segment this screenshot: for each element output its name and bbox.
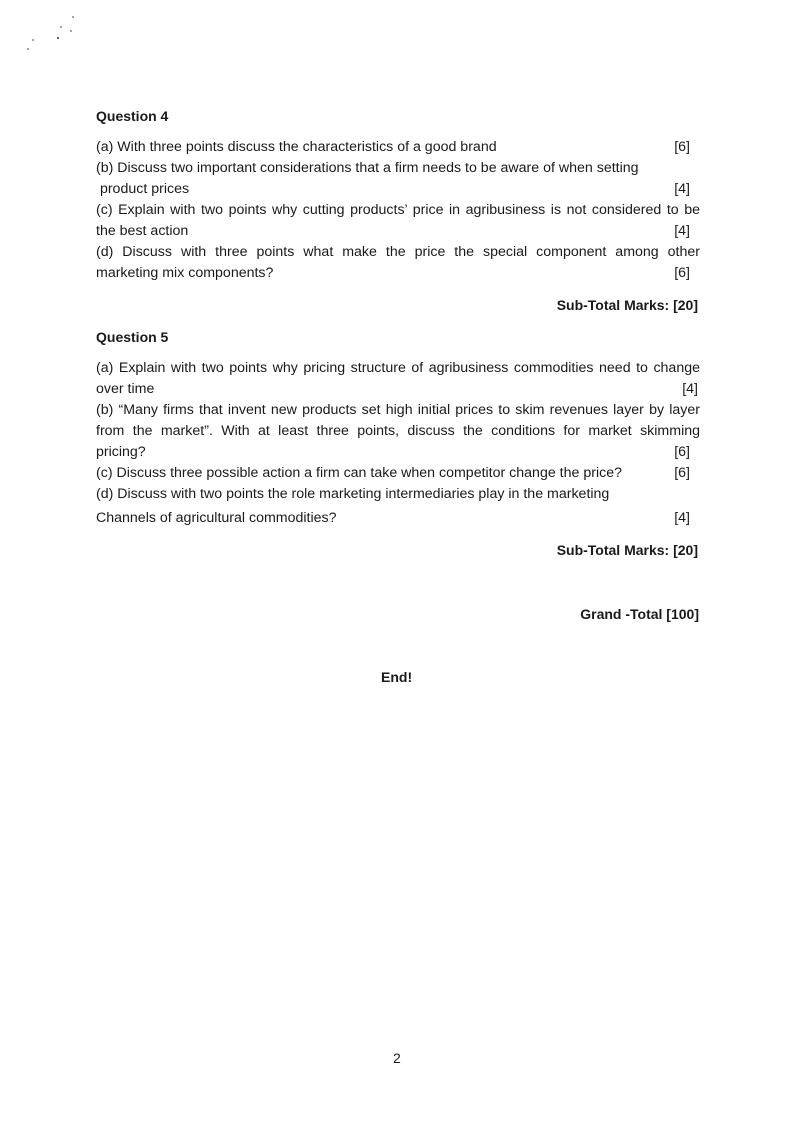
q4-item-d-line-2: marketing mix components? bbox=[96, 265, 274, 281]
q4-item-c-mark: [4] bbox=[674, 223, 690, 239]
question-5-title: Question 5 bbox=[96, 329, 169, 345]
grand-total: Grand -Total [100] bbox=[580, 606, 699, 622]
q5-item-a-line-2: over time bbox=[96, 381, 155, 397]
q4-item-c-line-1: (c) Explain with two points why cutting products’ price in agribusiness is not considered to be bbox=[96, 202, 700, 218]
q5-item-d-line-1: (d) Discuss with two points the role marketing intermediaries play in the marketing bbox=[96, 486, 610, 502]
q5-subtotal: Sub-Total Marks: [20] bbox=[556, 542, 698, 558]
q5-item-d-mark: [4] bbox=[674, 510, 690, 526]
q5-item-c-line-1: (c) Discuss three possible action a firm can take when competitor change the price? bbox=[96, 465, 622, 481]
end-text: End! bbox=[381, 669, 413, 685]
q4-item-d-line-1: (d) Discuss with three points what make the price the special component among other bbox=[96, 244, 700, 260]
q4-item-a-line-1: (a) With three points discuss the characteristics of a good brand bbox=[96, 139, 497, 155]
q5-item-a-line-1: (a) Explain with two points why pricing structure of agribusiness commodities need to change bbox=[96, 360, 700, 376]
q4-item-b-line-1: (b) Discuss two important considerations that a firm needs to be aware of when setting bbox=[96, 160, 639, 176]
q4-subtotal: Sub-Total Marks: [20] bbox=[556, 297, 698, 313]
q5-item-b-line-3: pricing? bbox=[96, 444, 146, 460]
q5-item-b-mark: [6] bbox=[674, 444, 690, 460]
q4-item-b-mark: [4] bbox=[674, 181, 690, 197]
q4-item-c-line-2: the best action bbox=[96, 223, 189, 239]
q4-item-d-mark: [6] bbox=[674, 265, 690, 281]
q5-item-d-line-2: Channels of agricultural commodities? bbox=[96, 510, 337, 526]
q5-item-b-line-1: (b) “Many firms that invent new products set high initial prices to skim revenues layer by layer bbox=[96, 402, 700, 418]
q5-item-c-mark: [6] bbox=[674, 465, 690, 481]
question-4-title: Question 4 bbox=[96, 108, 169, 124]
page-number: 2 bbox=[393, 1050, 401, 1066]
q5-item-a-mark: [4] bbox=[682, 381, 698, 397]
q5-item-b-line-2: from the market”. With at least three points, discuss the conditions for market skimming bbox=[96, 423, 700, 439]
q4-item-a-mark: [6] bbox=[674, 139, 690, 155]
q4-item-b-line-2: product prices bbox=[96, 181, 190, 197]
